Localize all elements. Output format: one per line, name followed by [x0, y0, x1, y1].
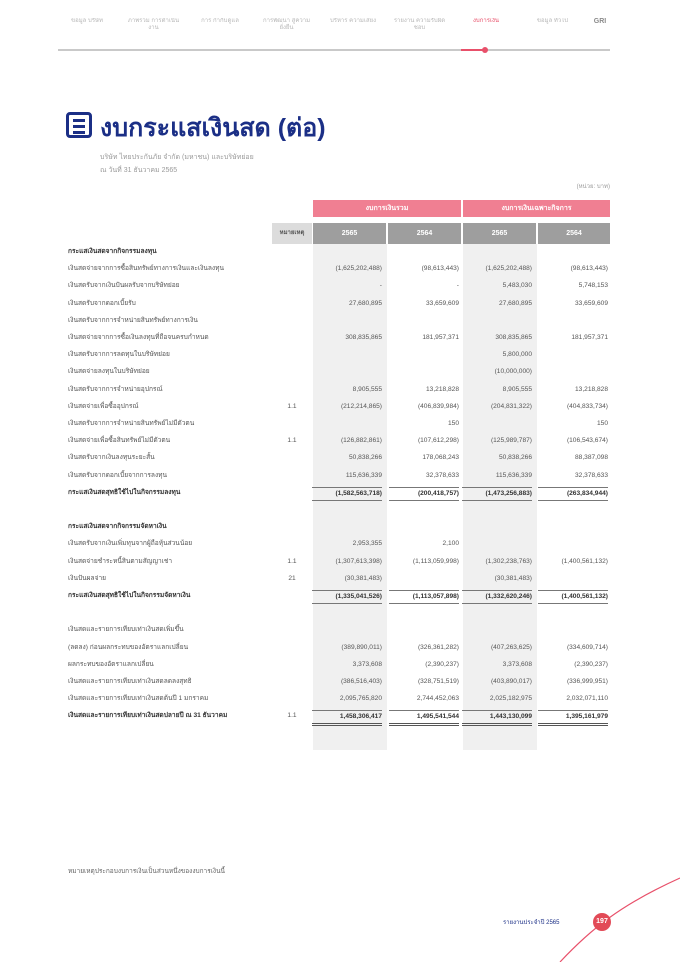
row-value: (1,582,563,718)	[312, 487, 382, 501]
row-value: (386,516,403)	[340, 678, 382, 685]
note-column-header: หมายเหตุ	[272, 223, 312, 244]
row-value: (2,390,237)	[574, 660, 608, 668]
row-value: (1,113,059,998)	[412, 557, 459, 565]
row-value: 1,443,130,099	[462, 710, 532, 726]
row-value: (1,335,041,526)	[312, 590, 382, 604]
row-label: กระแสเงินสดจากกิจกรรมลงทุน	[68, 248, 157, 255]
row-value: (200,418,757)	[389, 487, 459, 501]
row-value: (126,882,861)	[340, 437, 382, 445]
row-value: (212,214,865)	[340, 402, 382, 410]
row-value: 308,835,865	[345, 334, 382, 341]
row-value: 5,800,000	[502, 351, 532, 359]
row-note: 1.1	[287, 402, 297, 410]
subtitle-date: ณ วันที่ 31 ธันวาคม 2565	[100, 167, 178, 174]
year-header: 2565	[313, 223, 386, 244]
row-value: 32,378,633	[425, 471, 459, 479]
row-value: 115,636,339	[345, 471, 382, 479]
row-label: เงินสดและรายการเทียบเท่าเงินสดปลายปี ณ 31 ธันวาคม	[68, 712, 228, 720]
page-title: งบกระแสเงินสด (ต่อ)	[100, 114, 326, 142]
row-value: (263,834,944)	[538, 487, 608, 501]
unit-label: (หน่วย: บาท)	[576, 184, 610, 190]
row-value: (10,000,000)	[494, 368, 532, 376]
row-value: (334,609,714)	[566, 643, 608, 651]
row-value: 3,373,608	[502, 660, 532, 668]
row-value: 115,636,339	[495, 471, 532, 479]
row-value: (1,400,561,132)	[538, 590, 608, 604]
row-value: 181,957,371	[571, 334, 608, 341]
row-note: 21	[288, 574, 296, 582]
row-label: เงินสดและรายการเทียบเท่าเงินสดต้นปี 1 มกราคม	[68, 695, 209, 703]
row-note: 1.1	[287, 712, 297, 720]
row-label: เงินสดรับจากดอกเบี้ยรับ	[68, 299, 136, 307]
row-note: 1.1	[287, 557, 297, 565]
page-number: 197	[593, 913, 611, 931]
row-value: 8,905,555	[502, 385, 532, 393]
year-header: 2564	[388, 223, 461, 244]
row-value: (404,833,734)	[566, 402, 608, 410]
row-value: (106,543,674)	[566, 437, 608, 445]
row-value: (326,361,282)	[417, 643, 459, 651]
row-value: 2,095,765,820	[339, 695, 382, 703]
row-value: (336,999,951)	[566, 678, 608, 685]
row-value: 2,744,452,063	[416, 695, 459, 703]
row-note: 1.1	[287, 437, 297, 445]
row-value: 308,835,865	[495, 334, 532, 341]
row-label: กระแสเงินสดสุทธิใช้ไปในกิจกรรมจัดหาเงิน	[68, 592, 191, 599]
row-label: (ลดลง) ก่อนผลกระทบของอัตราแลกเปลี่ยน	[68, 643, 189, 651]
row-value: (407,263,625)	[490, 643, 532, 651]
row-value: (1,473,256,883)	[462, 487, 532, 501]
row-label: กระแสเงินสดสุทธิใช้ไปในกิจกรรมลงทุน	[68, 488, 181, 496]
row-value: 2,100	[442, 540, 459, 548]
row-label: เงินปันผลจ่าย	[68, 574, 107, 582]
nav-item[interactable]: งบการเงิน	[472, 18, 500, 24]
row-value: (125,989,787)	[490, 437, 532, 445]
row-value: 5,483,030	[502, 282, 532, 290]
row-value: 178,068,243	[422, 454, 459, 462]
row-value: 27,680,895	[498, 299, 532, 307]
row-value: (98,613,443)	[421, 265, 459, 273]
row-value: (1,625,202,488)	[485, 265, 532, 273]
row-value: 13,218,828	[425, 385, 459, 393]
row-value: (1,307,613,398)	[335, 557, 382, 565]
row-value: 13,218,828	[574, 385, 608, 393]
nav-item[interactable]: ข้อมูล ทั่วไป	[536, 18, 569, 24]
row-value: (1,625,202,488)	[335, 265, 382, 273]
row-value: 1,395,161,979	[538, 710, 608, 726]
row-value: (403,890,017)	[490, 678, 532, 685]
row-label: เงินสดรับจากดอกเบี้ยจากการลงทุน	[68, 471, 168, 479]
row-label: เงินสดรับจากเงินลงทุนระยะสั้น	[68, 454, 155, 462]
nav-item[interactable]: ภาพรวม การดำเนินงาน	[127, 18, 180, 31]
row-label: เงินสดจ่ายจากการซื้อสินทรัพย์ทางการเงินและเงินลงทุน	[68, 265, 224, 273]
row-label: เงินสดและรายการเทียบเท่าเงินสดเพิ่มขึ้น	[68, 626, 184, 634]
row-value: 2,032,071,110	[566, 695, 608, 703]
row-value: 3,373,608	[352, 660, 382, 668]
row-value: 32,378,633	[574, 471, 608, 479]
year-header: 2565	[463, 223, 536, 244]
row-label: เงินสดจ่ายชำระหนี้สินตามสัญญาเช่า	[68, 557, 173, 565]
row-value: 88,387,098	[574, 454, 608, 462]
row-value: (1,400,561,132)	[561, 557, 608, 565]
row-value: (2,390,237)	[425, 660, 459, 668]
row-value: (1,332,620,246)	[462, 590, 532, 604]
row-value: 2,953,355	[352, 540, 382, 548]
row-value: (204,831,322)	[490, 402, 532, 410]
nav-item[interactable]: ข้อมูล บริษัท	[71, 18, 103, 24]
row-value: -	[456, 282, 459, 290]
row-label: เงินสดจ่ายลงทุนในบริษัทย่อย	[68, 368, 150, 376]
row-value: (389,890,011)	[341, 643, 382, 651]
row-label: เงินสดรับจากการลดทุนในบริษัทย่อย	[68, 351, 170, 359]
row-value: 5,748,153	[578, 282, 608, 290]
row-value: (1,113,057,898)	[389, 590, 459, 604]
footnote: หมายเหตุประกอบงบการเงินเป็นส่วนหนึ่งของงบการเงินนี้	[68, 868, 225, 875]
row-label: ผลกระทบของอัตราแลกเปลี่ยน	[68, 660, 154, 668]
row-label: เงินสดรับจากเงินปันผลรับจากบริษัทย่อย	[68, 282, 180, 290]
group-header-consolidated: งบการเงินรวม	[313, 200, 461, 217]
row-value: 181,957,371	[422, 334, 459, 341]
row-value: (328,751,519)	[417, 678, 459, 685]
row-label: เงินสดจ่ายเพื่อซื้ออุปกรณ์	[68, 402, 139, 410]
row-value: 33,659,609	[574, 299, 608, 307]
row-value: (30,381,483)	[494, 574, 532, 582]
row-value: (1,302,238,763)	[485, 557, 532, 565]
group-header-separate: งบการเงินเฉพาะกิจการ	[463, 200, 610, 217]
row-label: เงินสดรับจากการจำหน่ายสินทรัพย์ไม่มีตัวตน	[68, 420, 195, 427]
year-header: 2564	[538, 223, 610, 244]
footer-report-title: รายงานประจำปี 2565	[503, 920, 560, 926]
row-value: (98,613,443)	[570, 265, 608, 273]
row-value: (30,381,483)	[344, 574, 382, 582]
row-label: เงินสดรับจากเงินเพิ่มทุนจากผู้ถือหุ้นส่วนน้อย	[68, 540, 193, 548]
row-value: -	[379, 282, 382, 290]
row-value: (107,612,298)	[417, 437, 459, 445]
row-value: 27,680,895	[348, 299, 382, 307]
nav-item[interactable]: GRI	[593, 18, 607, 25]
row-label: เงินสดจ่ายจากการซื้อเงินลงทุนที่ถือจนครบกำหนด	[68, 334, 209, 341]
row-label: เงินสดจ่ายเพื่อซื้อสินทรัพย์ไม่มีตัวตน	[68, 437, 171, 445]
row-value: 2,025,182,975	[489, 695, 532, 703]
row-label: เงินสดและรายการเทียบเท่าเงินสดลดลงสุทธิ	[68, 678, 192, 685]
row-value: 8,905,555	[352, 385, 382, 393]
nav-item[interactable]: การ กำกับดูแล	[201, 18, 239, 24]
row-value: (406,839,984)	[417, 402, 459, 410]
row-value: 50,838,266	[498, 454, 532, 462]
subtitle-company: บริษัท ไทยประกันภัย จำกัด (มหาชน) และบริษัทย่อย	[100, 154, 254, 161]
row-value: 1,495,541,544	[389, 710, 459, 726]
row-value: 33,659,609	[425, 299, 459, 307]
nav-item[interactable]: บริหาร ความเสี่ยง	[329, 18, 377, 24]
row-value: 50,838,266	[348, 454, 382, 462]
row-value: 150	[447, 420, 459, 427]
row-label: กระแสเงินสดจากกิจกรรมจัดหาเงิน	[68, 523, 167, 531]
row-label: เงินสดรับจากการจำหน่ายอุปกรณ์	[68, 385, 163, 393]
nav-item[interactable]: รายงาน ความรับผิดชอบ	[393, 18, 446, 31]
row-label: เงินสดรับจากการจำหน่ายสินทรัพย์ทางการเงิน	[68, 316, 198, 324]
nav-item[interactable]: การพัฒนา สู่ความยั่งยืน	[262, 18, 311, 31]
row-value: 1,458,306,417	[312, 710, 382, 726]
row-value: 150	[596, 420, 608, 427]
